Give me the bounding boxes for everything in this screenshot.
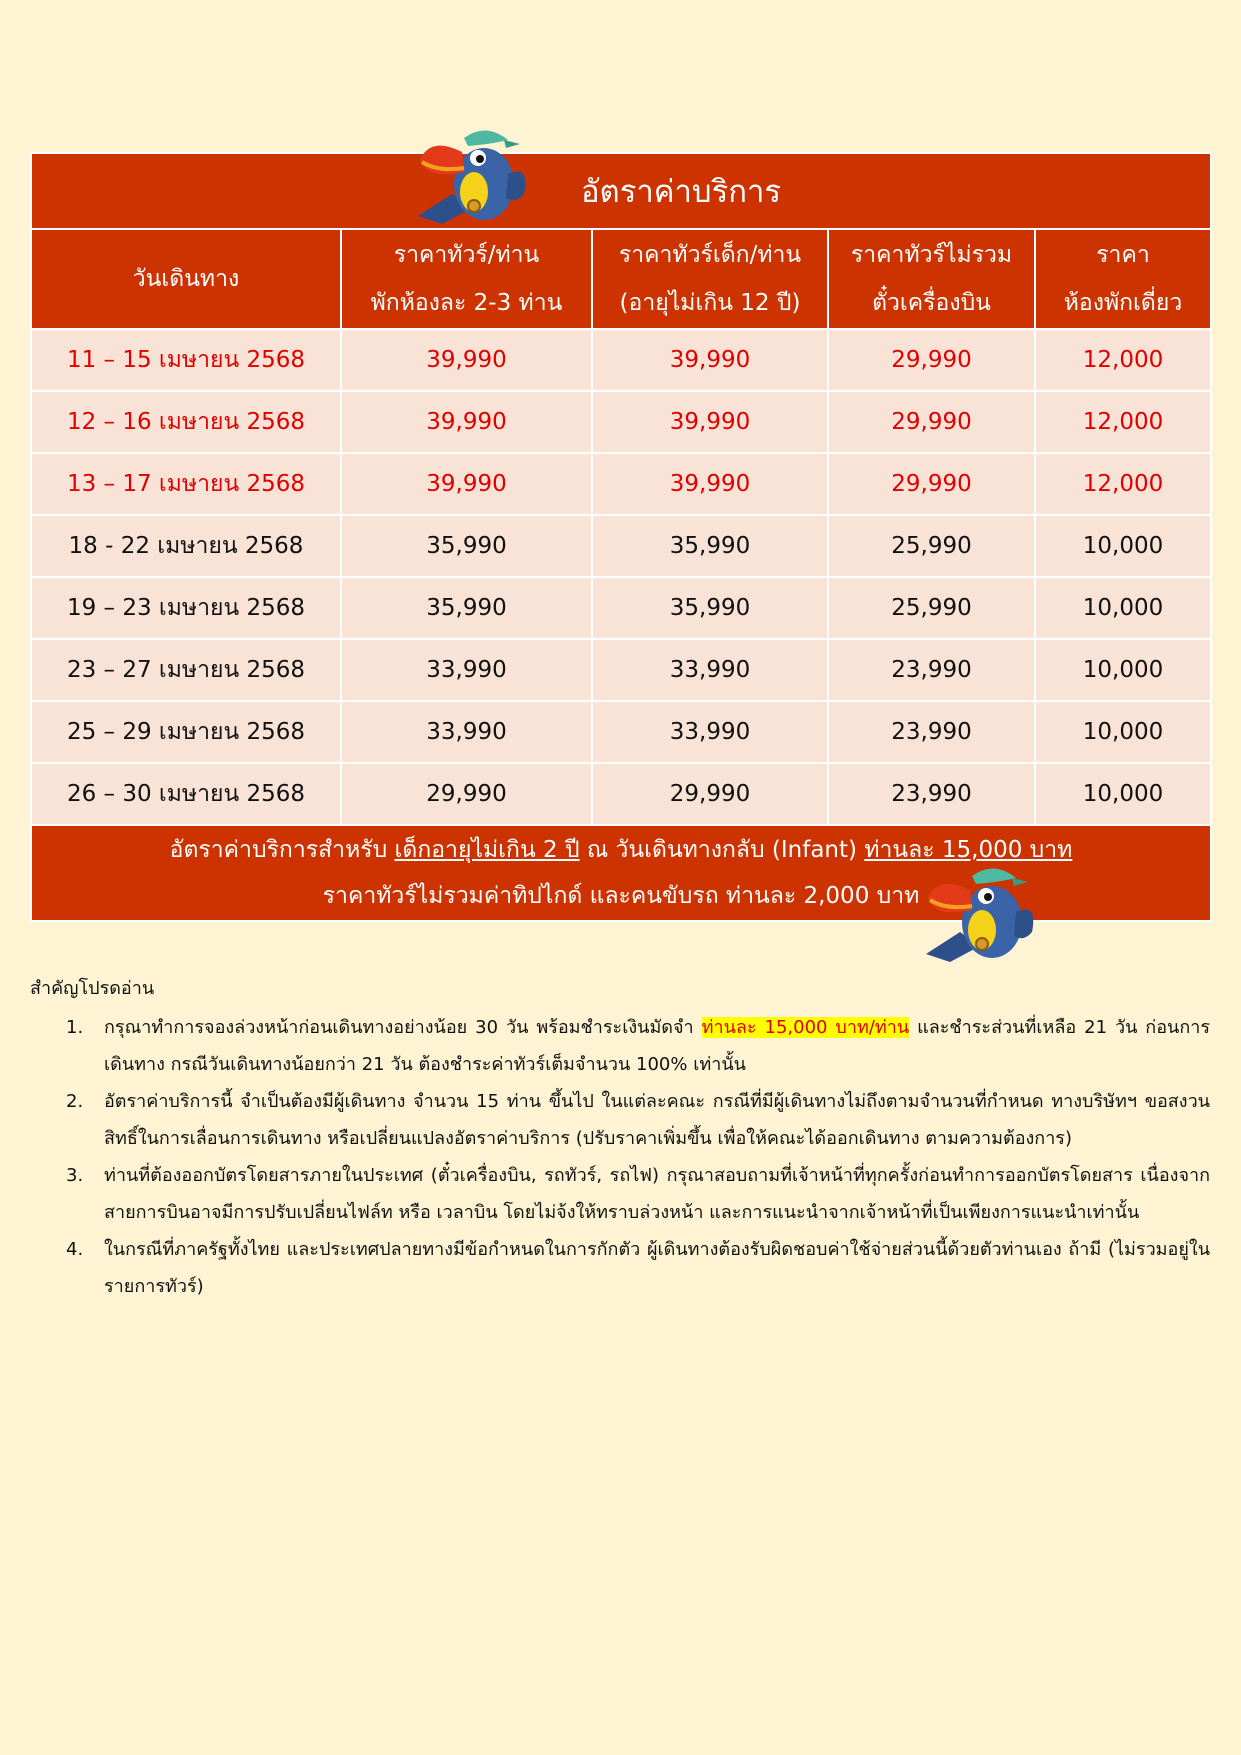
table-row — [31, 763, 1211, 825]
note-item: 1. กรุณาทำการจองล่วงหน้าก่อนเดินทางอย่างน้อย 30 วัน พร้อมชำระเงินมัดจำ ท่านละ 15,000 บาท/ท่าน และชำระส่วนที่เหลือ 21 วัน ก่อนการเดินทาง กรณีวันเดินทางน้อยกว่า 21 วัน ต้องชำระค่าทัวร์เต็มจำนวน 100% เท่านั้น — [66, 1017, 1210, 1075]
table-row — [31, 329, 1211, 391]
table-row — [31, 577, 1211, 639]
header-no-flight-price: ราคาทัวร์ไม่รวม ตั๋วเครื่องบิน — [828, 229, 1035, 329]
cell-date: 13 – 17 เมษายน 2568 — [31, 453, 341, 515]
cell-date: 19 – 23 เมษายน 2568 — [31, 577, 341, 639]
table-row — [31, 515, 1211, 577]
cell-date: 26 – 30 เมษายน 2568 — [31, 763, 341, 825]
note-item: 4. ในกรณีที่ภาครัฐทั้งไทย และประเทศปลายทางมีข้อกำหนดในการกักตัว ผู้เดินทางต้องรับผิดชอบค่าใช้จ่ายส่วนนี้ด้วยตัวท่านเอง ถ้ามี (ไม่รวมอยู่ในรายการทัวร์) — [66, 1239, 1210, 1297]
cell-adult: 39,990 — [341, 453, 592, 515]
header-date: วันเดินทาง — [31, 229, 341, 329]
cell-single: 10,000 — [1035, 639, 1211, 701]
table-title — [31, 153, 1211, 229]
tip-note-line: ราคาทัวร์ไม่รวมค่าทิปไกด์ และคนขับรถ ท่านละ 2,000 บาท — [322, 883, 920, 909]
cell-date: 23 – 27 เมษายน 2568 — [31, 639, 341, 701]
cell-adult: 35,990 — [341, 577, 592, 639]
table-row — [31, 639, 1211, 701]
cell-single: 10,000 — [1035, 515, 1211, 577]
cell-child: 39,990 — [592, 329, 828, 391]
toucan-mascot-icon — [412, 124, 532, 228]
header-adult-price: ราคาทัวร์/ท่าน พักห้องละ 2-3 ท่าน — [341, 229, 592, 329]
cell-no-flight: 23,990 — [828, 639, 1035, 701]
table-row — [31, 701, 1211, 763]
cell-single: 10,000 — [1035, 577, 1211, 639]
table-row — [31, 453, 1211, 515]
cell-date: 25 – 29 เมษายน 2568 — [31, 701, 341, 763]
cell-child: 39,990 — [592, 391, 828, 453]
cell-no-flight: 25,990 — [828, 577, 1035, 639]
important-notes — [30, 970, 1210, 1305]
cell-adult: 33,990 — [341, 639, 592, 701]
cell-date: 18 - 22 เมษายน 2568 — [31, 515, 341, 577]
toucan-mascot-icon — [920, 862, 1040, 966]
table-title-text: อัตราค่าบริการ — [580, 174, 782, 210]
deposit-highlight: ท่านละ 15,000 บาท/ท่าน — [701, 1017, 910, 1038]
cell-no-flight: 29,990 — [828, 329, 1035, 391]
cell-no-flight: 25,990 — [828, 515, 1035, 577]
infant-price-line: อัตราค่าบริการสำหรับ เด็กอายุไม่เกิน 2 ปี ณ วันเดินทางกลับ (Infant) ท่านละ 15,000 บาท — [169, 837, 1073, 863]
header-single-room: ราคา ห้องพักเดี่ยว — [1035, 229, 1211, 329]
cell-child: 33,990 — [592, 701, 828, 763]
cell-child: 35,990 — [592, 577, 828, 639]
cell-child: 35,990 — [592, 515, 828, 577]
cell-no-flight: 23,990 — [828, 701, 1035, 763]
cell-adult: 39,990 — [341, 391, 592, 453]
cell-single: 10,000 — [1035, 763, 1211, 825]
notes-heading: สำคัญโปรดอ่าน — [30, 978, 155, 999]
cell-single: 12,000 — [1035, 453, 1211, 515]
cell-no-flight: 23,990 — [828, 763, 1035, 825]
cell-adult: 29,990 — [341, 763, 592, 825]
cell-single: 12,000 — [1035, 329, 1211, 391]
cell-adult: 33,990 — [341, 701, 592, 763]
table-row — [31, 391, 1211, 453]
note-item: 3. ท่านที่ต้องออกบัตรโดยสารภายในประเทศ (ตั๋วเครื่องบิน, รถทัวร์, รถไฟ) กรุณาสอบถามที่เจ้าหน้าที่ทุกครั้งก่อนทำการออกบัตรโดยสาร เนื่องจากสายการบินอาจมีการปรับเปลี่ยนไฟล์ท หรือ เวลาบิน โดยไม่จ้งให้ทราบล่วงหน้า และการแนะนำจากเจ้าหน้าที่เป็นเพียงการแนะนำเท่านั้น — [66, 1165, 1210, 1223]
cell-adult: 39,990 — [341, 329, 592, 391]
cell-child: 29,990 — [592, 763, 828, 825]
price-table — [30, 152, 1212, 922]
header-child-price: ราคาทัวร์เด็ก/ท่าน (อายุไม่เกิน 12 ปี) — [592, 229, 828, 329]
cell-single: 10,000 — [1035, 701, 1211, 763]
cell-date: 11 – 15 เมษายน 2568 — [31, 329, 341, 391]
cell-child: 39,990 — [592, 453, 828, 515]
notes-list — [30, 1009, 1210, 1305]
cell-adult: 35,990 — [341, 515, 592, 577]
cell-single: 12,000 — [1035, 391, 1211, 453]
cell-no-flight: 29,990 — [828, 391, 1035, 453]
cell-child: 33,990 — [592, 639, 828, 701]
note-item: 2. อัตราค่าบริการนี้ จำเป็นต้องมีผู้เดินทาง จำนวน 15 ท่าน ขึ้นไป ในแต่ละคณะ กรณีที่มีผู้เดินทางไม่ถึงตามจำนวนที่กำหนด ทางบริษัทฯ ขอสงวนสิทธิ์ในการเลื่อนการเดินทาง หรือเปลี่ยนแปลงอัตราค่าบริการ (ปรับราคาเพิ่มขึ้น เพื่อให้คณะได้ออกเดินทาง ตามความต้องการ) — [66, 1091, 1210, 1149]
cell-date: 12 – 16 เมษายน 2568 — [31, 391, 341, 453]
cell-no-flight: 29,990 — [828, 453, 1035, 515]
